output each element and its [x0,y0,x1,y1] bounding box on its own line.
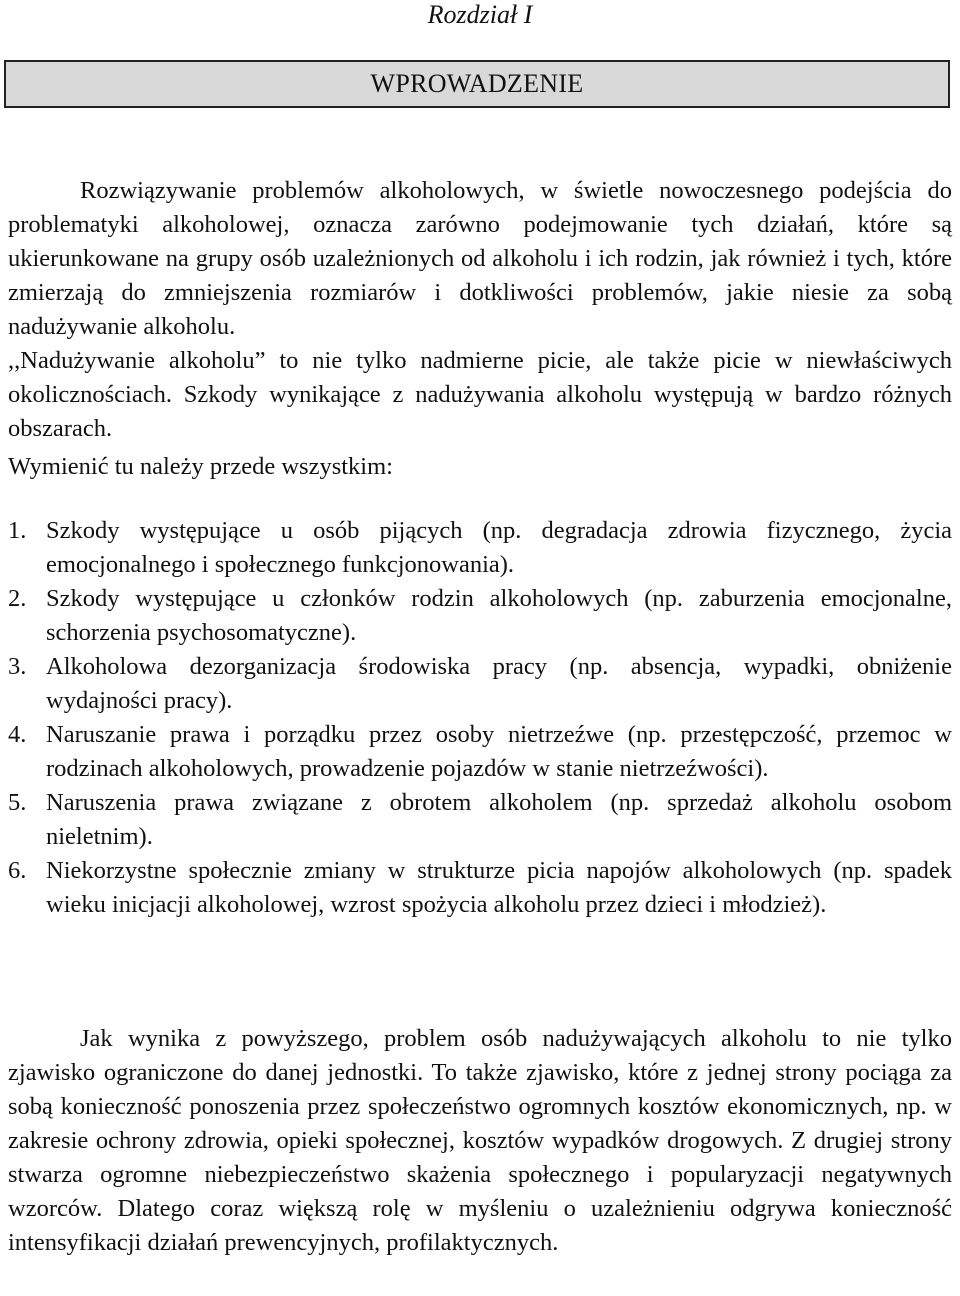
list-item-number: 4. [8,721,27,748]
list-item-number: 2. [8,585,27,612]
misuse-paragraph: ,,Nadużywanie alkoholu” to nie tylko nadmierne picie, ale także picie w niewłaściwych okolicznościach. Szkody wynikające z nadużywania alkoholu występują w bardzo różnych obszarach. [8,347,952,442]
list-item [8,582,952,650]
list-lead-in: Wymienić tu należy przede wszystkim: [8,453,393,480]
list-item-text: Niekorzystne społecznie zmiany w strukturze picia napojów alkoholowych (np. spadek wieku inicjacji alkoholowej, wzrost spożycia alkoholu przez dzieci i młodzież). [46,857,952,918]
list-item-text: Szkody występujące u osób pijących (np. degradacja zdrowia fizycznego, życia emocjonalnego i społecznego funkcjonowania). [46,517,952,578]
list-item-text: Szkody występujące u członków rodzin alkoholowych (np. zaburzenia emocjonalne, schorzenia psychosomatyczne). [46,585,952,646]
list-item [8,718,952,786]
list-item [8,854,952,922]
conclusion-paragraph [8,1022,952,1260]
chapter-label: Rozdział I [427,0,533,29]
list-item-number: 1. [8,517,27,544]
section-title-box [4,60,950,108]
harms-list [8,514,952,922]
list-item-number: 3. [8,653,27,680]
intro-paragraph [8,174,952,344]
list-item-text: Naruszenia prawa związane z obrotem alkoholem (np. sprzedaż alkoholu osobom nieletnim). [46,789,952,850]
list-item [8,514,952,582]
section-title: WPROWADZENIE [370,69,584,98]
list-item-number: 5. [8,789,27,816]
list-item-number: 6. [8,857,27,884]
list-item [8,650,952,718]
list-item [8,786,952,854]
intro-paragraph-text: Rozwiązywanie problemów alkoholowych, w świetle nowoczesnego podejścia do problematyki alkoholowej, oznacza zarówno podejmowanie tych działań, które są ukierunkowane na grupy osób uzależnionych od alkoholu i ich rodzin, jak również i tych, które zmierzają do zmniejszenia rozmiarów i dotkliwości problemów, jakie niesie za sobą nadużywanie alkoholu. [8,177,952,340]
conclusion-paragraph-text: Jak wynika z powyższego, problem osób nadużywających alkoholu to nie tylko zjawisko ograniczone do danej jednostki. To także zjawisko, które z jednej strony pociąga za sobą konieczność ponoszenia przez społeczeństwo ogromnych kosztów ekonomicznych, np. w zakresie ochrony zdrowia, opieki społecznej, kosztów wypadków drogowych. Z drugiej strony stwarza ogromne niebezpieczeństwo skażenia społecznego i popularyzacji negatywnych wzorców. Dlatego coraz większą rolę w myśleniu o uzależnieniu odgrywa konieczność intensyfikacji działań prewencyjnych, profilaktycznych. [8,1025,952,1256]
list-item-text: Naruszanie prawa i porządku przez osoby nietrzeźwe (np. przestępczość, przemoc w rodzinach alkoholowych, prowadzenie pojazdów w stanie nietrzeźwości). [46,721,952,782]
list-item-text: Alkoholowa dezorganizacja środowiska pracy (np. absencja, wypadki, obniżenie wydajności pracy). [46,653,952,714]
